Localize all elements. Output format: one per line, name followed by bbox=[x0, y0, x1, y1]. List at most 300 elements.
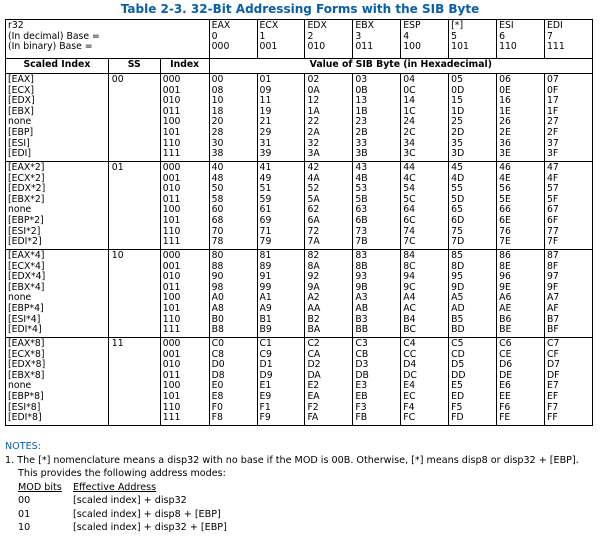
sib-value-cell-item: 24 bbox=[403, 116, 416, 128]
sib-value-cell-item: 75 bbox=[451, 225, 464, 237]
sib-value-cell-item: 02 bbox=[307, 74, 320, 85]
sib-value-cell-item: 21 bbox=[259, 116, 272, 128]
sib-value-cell-item: DE bbox=[499, 369, 513, 381]
index-cell-item: 000 bbox=[162, 250, 181, 261]
index-cell-item: 100 bbox=[162, 116, 181, 128]
sib-value-cell-item: DA bbox=[307, 369, 321, 381]
index-cell-item: 010 bbox=[162, 271, 181, 283]
sib-value-cell-item: 4D bbox=[451, 172, 465, 184]
sib-value-cell-item: 44 bbox=[403, 162, 416, 173]
sib-value-cell bbox=[401, 162, 449, 250]
index-cell-item: 000 bbox=[162, 162, 181, 173]
sib-value-cell-item: 49 bbox=[259, 172, 272, 184]
sib-value-cell bbox=[544, 338, 592, 426]
sib-value-cell-item: F9 bbox=[259, 412, 271, 424]
sib-value-cell-item: BF bbox=[546, 324, 559, 336]
sib-value-cell-item: 32 bbox=[307, 137, 320, 149]
sib-value-cell bbox=[497, 162, 545, 250]
sib-value-cell bbox=[401, 338, 449, 426]
sib-value-cell-item: 69 bbox=[259, 214, 272, 226]
scaled-index-cell bbox=[6, 338, 109, 426]
base-bin: 011 bbox=[355, 41, 374, 53]
sib-value-cell-item: 36 bbox=[499, 137, 511, 149]
base-bin: 000 bbox=[211, 41, 230, 53]
sib-value-cell bbox=[401, 74, 449, 162]
sib-value-cell-item: 5D bbox=[451, 193, 465, 205]
ss-group-row bbox=[6, 250, 593, 338]
sib-value-cell-item: 09 bbox=[259, 84, 272, 96]
scaled-index-cell-item: [EDI*2] bbox=[8, 236, 42, 248]
effective-address: [scaled index] + disp32 + [EBP] bbox=[73, 522, 227, 533]
sib-value-cell-item: A3 bbox=[355, 292, 368, 304]
sib-value-cell-item: 88 bbox=[211, 260, 224, 272]
index-cell bbox=[160, 74, 209, 162]
sib-value-cell-item: AD bbox=[451, 302, 465, 314]
sib-value-cell-item: C1 bbox=[259, 338, 272, 349]
base-reg: ESI bbox=[499, 20, 514, 31]
notes-section bbox=[5, 440, 595, 535]
sib-value-cell-item: 8A bbox=[307, 260, 320, 272]
index-cell-item: 011 bbox=[162, 281, 181, 293]
index-cell-item: 111 bbox=[162, 412, 181, 424]
sib-value-cell-item: D7 bbox=[546, 359, 561, 371]
sib-value-cell-item: E8 bbox=[211, 390, 224, 402]
index-header: Index bbox=[160, 59, 209, 74]
sib-value-cell bbox=[353, 162, 401, 250]
scaled-index-cell-item: [EBX] bbox=[8, 105, 34, 117]
sib-value-cell-item: 9C bbox=[403, 281, 416, 293]
sib-value-cell-item: 3F bbox=[546, 148, 559, 160]
note-1-text: 1. The [*] nomenclature means a disp32 with no base if the MOD is 00B. Otherwise, [*] means disp8 or disp32 + [EBP]. This provides the following address modes: bbox=[5, 454, 579, 479]
sib-value-cell bbox=[305, 74, 353, 162]
sib-value-cell-item: FE bbox=[499, 412, 511, 424]
sib-value-cell-item: B3 bbox=[355, 313, 368, 325]
sib-value-cell-item: 2A bbox=[307, 126, 320, 138]
index-cell-item: 001 bbox=[162, 348, 181, 360]
sib-value-cell bbox=[401, 250, 449, 338]
sib-value-cell-item: A4 bbox=[403, 292, 416, 304]
index-cell-item: 100 bbox=[162, 380, 181, 392]
scaled-index-cell-item: [EBX*4] bbox=[8, 281, 45, 293]
sib-value-cell-item: 60 bbox=[211, 204, 224, 216]
sib-value-cell-item: 6A bbox=[307, 214, 320, 226]
sib-value-cell-item: AF bbox=[546, 302, 559, 314]
column-header-row bbox=[6, 59, 593, 74]
ss-cell: 11 bbox=[108, 338, 160, 426]
sib-value-cell-item: 8D bbox=[451, 260, 465, 272]
scaled-index-cell-item: [EBP*8] bbox=[8, 390, 44, 402]
base-reg: [*] bbox=[451, 20, 464, 31]
index-cell-item: 110 bbox=[162, 313, 181, 325]
sib-value-cell-item: 78 bbox=[211, 236, 224, 248]
sib-value-cell-item: 13 bbox=[355, 95, 368, 107]
index-cell-item: 111 bbox=[162, 236, 181, 248]
ss-group-row bbox=[6, 162, 593, 250]
sib-value-cell-item: 22 bbox=[307, 116, 320, 128]
sib-value-cell-item: 52 bbox=[307, 183, 320, 195]
sib-value-cell-item: 99 bbox=[259, 281, 272, 293]
sib-value-cell-item: EC bbox=[403, 390, 416, 402]
index-cell-item: 001 bbox=[162, 84, 181, 96]
sib-value-cell-item: C5 bbox=[451, 338, 464, 349]
sib-value-cell-item: 8C bbox=[403, 260, 416, 272]
sib-value-cell-item: CA bbox=[307, 348, 321, 360]
sib-value-cell-item: 47 bbox=[546, 162, 559, 173]
sib-value-cell-item: 91 bbox=[259, 271, 272, 283]
sib-value-cell-item: E2 bbox=[307, 380, 320, 392]
sib-value-cell-item: 73 bbox=[355, 225, 368, 237]
sib-value-cell-item: D4 bbox=[403, 359, 417, 371]
index-cell bbox=[160, 250, 209, 338]
scaled-index-cell-item: [ESI] bbox=[8, 137, 30, 149]
sib-value-cell-item: 9F bbox=[546, 281, 559, 293]
sib-value-cell-item: A1 bbox=[259, 292, 272, 304]
sib-value-cell-item: 56 bbox=[499, 183, 511, 195]
base-bin: 101 bbox=[451, 41, 469, 53]
scaled-index-cell-item: none bbox=[8, 292, 32, 304]
sib-value-cell-item: 4F bbox=[546, 172, 559, 184]
index-cell-item: 110 bbox=[162, 137, 181, 149]
sib-value-cell bbox=[209, 250, 257, 338]
sib-value-cell-item: 57 bbox=[546, 183, 559, 195]
sib-value-cell-item: 84 bbox=[403, 250, 416, 261]
sib-value-cell-item: 9E bbox=[499, 281, 511, 293]
scaled-index-cell-item: [ECX] bbox=[8, 84, 34, 96]
ss-cell: 10 bbox=[108, 250, 160, 338]
sib-value-cell-item: CC bbox=[403, 348, 417, 360]
sib-value-cell bbox=[257, 338, 305, 426]
sib-value-cell-item: AA bbox=[307, 302, 321, 314]
sib-value-cell-item: 68 bbox=[211, 214, 224, 226]
effective-address-header: Effective Address bbox=[73, 481, 157, 493]
sib-value-cell-item: 16 bbox=[499, 95, 511, 107]
mod-bits: 10 bbox=[18, 522, 31, 533]
sib-value-cell-item: 11 bbox=[259, 95, 272, 107]
base-dec: 7 bbox=[546, 30, 553, 42]
sib-value-cell-item: 53 bbox=[355, 183, 368, 195]
sib-value-cell-item: B6 bbox=[499, 313, 512, 325]
base-dec: 5 bbox=[451, 30, 458, 42]
sib-value-cell-item: 2B bbox=[355, 126, 368, 138]
sib-value-cell-item: 7E bbox=[499, 236, 511, 248]
sib-value-cell-item: 41 bbox=[259, 162, 272, 173]
scaled-index-cell-item: [EDI*4] bbox=[8, 324, 42, 336]
sib-value-cell-item: 9B bbox=[355, 281, 368, 293]
sib-value-cell-item: EF bbox=[546, 390, 559, 402]
base-reg: EAX bbox=[211, 20, 231, 31]
scaled-index-cell-item: [EAX*4] bbox=[8, 250, 45, 261]
sib-value-cell-item: BE bbox=[499, 324, 512, 336]
index-cell-item: 010 bbox=[162, 359, 181, 371]
index-cell-item: 100 bbox=[162, 204, 181, 216]
sib-value-cell-item: 67 bbox=[546, 204, 559, 216]
sib-value-cell-item: 82 bbox=[307, 250, 320, 261]
sib-value-cell-item: 0F bbox=[546, 84, 559, 96]
sib-value-cell-item: 5A bbox=[307, 193, 320, 205]
index-cell-item: 101 bbox=[162, 390, 181, 402]
sib-value-cell-item: 66 bbox=[499, 204, 511, 216]
sib-value-cell-item: 1B bbox=[355, 105, 368, 117]
sib-value-cell-item: 0A bbox=[307, 84, 320, 96]
base-bin: 100 bbox=[403, 41, 422, 53]
scaled-index-cell-item: [EDX] bbox=[8, 95, 35, 107]
sib-value-cell bbox=[497, 338, 545, 426]
scaled-index-cell bbox=[6, 162, 109, 250]
sib-value-cell bbox=[497, 74, 545, 162]
sib-value-cell-item: D0 bbox=[211, 359, 225, 371]
sib-value-cell-item: 42 bbox=[307, 162, 320, 173]
index-cell-item: 001 bbox=[162, 172, 181, 184]
sib-value-cell-item: 35 bbox=[451, 137, 464, 149]
sib-value-cell-item: E9 bbox=[259, 390, 272, 402]
base-dec: 2 bbox=[307, 30, 314, 42]
sib-value-cell-item: B9 bbox=[259, 324, 272, 336]
r32-label: r32 bbox=[8, 20, 24, 31]
sib-value-cell-item: AC bbox=[403, 302, 416, 314]
sib-value-cell-item: B2 bbox=[307, 313, 320, 325]
sib-value-cell-item: 30 bbox=[211, 137, 224, 149]
index-cell-item: 010 bbox=[162, 183, 181, 195]
sib-value-cell bbox=[257, 74, 305, 162]
scaled-index-cell-item: [ECX*4] bbox=[8, 260, 45, 272]
sib-value-cell-item: 63 bbox=[355, 204, 368, 216]
notes-heading: NOTES: bbox=[5, 441, 41, 452]
sib-value-cell-item: 89 bbox=[259, 260, 272, 272]
sib-value-cell-item: A5 bbox=[451, 292, 464, 304]
base-reg: ECX bbox=[259, 20, 279, 31]
sib-value-cell-item: 23 bbox=[355, 116, 368, 128]
scaled-index-cell-item: [EBP*2] bbox=[8, 214, 44, 226]
sib-value-cell-item: E6 bbox=[499, 380, 511, 392]
sib-value-cell-item: 45 bbox=[451, 162, 464, 173]
sib-value-cell bbox=[497, 250, 545, 338]
sib-value-cell-item: A6 bbox=[499, 292, 512, 304]
sib-value-cell-item: 26 bbox=[499, 116, 511, 128]
sib-value-cell-item: 0E bbox=[499, 84, 511, 96]
scaled-index-cell-item: [EAX] bbox=[8, 74, 34, 85]
sib-value-cell-item: AB bbox=[355, 302, 369, 314]
sib-value-cell-item: F7 bbox=[546, 401, 559, 413]
sib-value-cell-item: EE bbox=[499, 390, 511, 402]
scaled-index-cell-item: none bbox=[8, 116, 32, 128]
sib-value-cell-item: 1F bbox=[546, 105, 559, 117]
index-cell-item: 110 bbox=[162, 401, 181, 413]
sib-value-cell-item: 7A bbox=[307, 236, 320, 248]
sib-value-cell-item: CF bbox=[546, 348, 559, 360]
sib-value-cell-item: B1 bbox=[259, 313, 272, 325]
base-column-4 bbox=[401, 20, 449, 59]
sib-value-cell-item: E4 bbox=[403, 380, 416, 392]
scaled-index-cell bbox=[6, 250, 109, 338]
sib-value-cell-item: BA bbox=[307, 324, 321, 336]
sib-value-cell-item: E3 bbox=[355, 380, 368, 392]
index-cell-item: 011 bbox=[162, 369, 181, 381]
sib-value-cell-item: 20 bbox=[211, 116, 224, 128]
index-cell-item: 000 bbox=[162, 74, 181, 85]
sib-value-cell-item: 4C bbox=[403, 172, 416, 184]
scaled-index-header: Scaled Index bbox=[6, 59, 109, 74]
sib-value-cell bbox=[209, 74, 257, 162]
sib-value-cell bbox=[353, 74, 401, 162]
index-cell-item: 001 bbox=[162, 260, 181, 272]
sib-value-cell-item: F6 bbox=[499, 401, 511, 413]
sib-value-cell-item: 3C bbox=[403, 148, 416, 160]
base-reg: EDI bbox=[546, 20, 563, 31]
sib-value-cell-item: 06 bbox=[499, 74, 511, 85]
sib-value-cell bbox=[449, 250, 497, 338]
sib-value-cell bbox=[305, 250, 353, 338]
sib-value-cell-item: 01 bbox=[259, 74, 272, 85]
sib-value-cell-item: DB bbox=[355, 369, 369, 381]
sib-value-cell-item: FB bbox=[355, 412, 368, 424]
sib-value-cell-item: 55 bbox=[451, 183, 464, 195]
sib-value-cell-item: 14 bbox=[403, 95, 416, 107]
base-reg: ESP bbox=[403, 20, 421, 31]
sib-value-cell-item: FD bbox=[451, 412, 464, 424]
sib-value-cell-item: D6 bbox=[499, 359, 513, 371]
scaled-index-cell-item: [EDI] bbox=[8, 148, 32, 160]
base-dec: 1 bbox=[259, 30, 266, 42]
sib-value-cell-item: 9A bbox=[307, 281, 320, 293]
sib-value-cell-item: B7 bbox=[546, 313, 560, 325]
sib-value-cell-item: 65 bbox=[451, 204, 464, 216]
base-column-2 bbox=[305, 20, 353, 59]
sib-value-cell-item: 5B bbox=[355, 193, 368, 205]
sib-value-cell-item: BB bbox=[355, 324, 369, 336]
sib-value-cell-item: E5 bbox=[451, 380, 463, 392]
sib-value-cell-item: 8B bbox=[355, 260, 368, 272]
sib-table bbox=[5, 19, 593, 426]
sib-value-cell-item: A2 bbox=[307, 292, 320, 304]
scaled-index-cell-item: [EDX*2] bbox=[8, 183, 46, 195]
sib-value-cell-item: 7F bbox=[546, 236, 559, 248]
sib-value-cell-item: 74 bbox=[403, 225, 416, 237]
sib-value-cell-item: 5E bbox=[499, 193, 511, 205]
base-column-6 bbox=[497, 20, 545, 59]
sib-value-cell bbox=[544, 250, 592, 338]
sib-value-cell-item: D9 bbox=[259, 369, 273, 381]
index-cell-item: 111 bbox=[162, 324, 181, 336]
scaled-index-cell-item: [EBX*2] bbox=[8, 193, 45, 205]
ss-header: SS bbox=[108, 59, 160, 74]
index-cell-item: 101 bbox=[162, 126, 181, 138]
sib-value-cell-item: 64 bbox=[403, 204, 416, 216]
sib-value-cell-item: F3 bbox=[355, 401, 367, 413]
sib-value-cell-item: C3 bbox=[355, 338, 368, 349]
sib-value-cell-item: 1E bbox=[499, 105, 511, 117]
sib-value-cell-item: 79 bbox=[259, 236, 272, 248]
scaled-index-cell-item: [ECX*8] bbox=[8, 348, 45, 360]
sib-value-cell-item: 08 bbox=[211, 84, 224, 96]
base-column-7 bbox=[544, 20, 592, 59]
sib-value-cell-item: 61 bbox=[259, 204, 272, 216]
sib-value-cell-item: 81 bbox=[259, 250, 272, 261]
sib-value-cell-item: FA bbox=[307, 412, 319, 424]
sib-value-cell-item: 27 bbox=[546, 116, 559, 128]
sib-value-cell-item: C8 bbox=[211, 348, 225, 360]
value-header: Value of SIB Byte (in Hexadecimal) bbox=[209, 59, 592, 74]
sib-value-cell-item: 97 bbox=[546, 271, 559, 283]
scaled-index-cell-item: [EBP*4] bbox=[8, 302, 44, 314]
sib-value-cell-item: EB bbox=[355, 390, 368, 402]
base-bin: 001 bbox=[259, 41, 278, 53]
sib-value-cell bbox=[257, 162, 305, 250]
sib-value-cell-item: A9 bbox=[259, 302, 272, 314]
sib-value-cell-item: 3D bbox=[451, 148, 465, 160]
base-column-3 bbox=[353, 20, 401, 59]
index-cell-item: 010 bbox=[162, 95, 181, 107]
sib-value-cell-item: F4 bbox=[403, 401, 415, 413]
sib-value-cell-item: E1 bbox=[259, 380, 272, 392]
sib-value-cell-item: C6 bbox=[499, 338, 512, 349]
scaled-index-cell-item: [EAX*8] bbox=[8, 338, 45, 349]
table-title: Table 2-3. 32-Bit Addressing Forms with the SIB Byte bbox=[120, 2, 480, 16]
index-cell-item: 111 bbox=[162, 148, 181, 160]
sib-value-cell-item: C9 bbox=[259, 348, 272, 360]
sib-value-cell-item: 98 bbox=[211, 281, 224, 293]
sib-value-cell-item: 25 bbox=[451, 116, 464, 128]
ss-cell: 00 bbox=[108, 74, 160, 162]
sib-value-cell-item: 86 bbox=[499, 250, 511, 261]
scaled-index-cell-item: none bbox=[8, 380, 32, 392]
index-cell-item: 011 bbox=[162, 193, 181, 205]
sib-value-cell-item: 18 bbox=[211, 105, 224, 117]
sib-value-cell-item: 17 bbox=[546, 95, 559, 107]
scaled-index-cell-item: [ECX*2] bbox=[8, 172, 45, 184]
ss-group-row bbox=[6, 338, 593, 426]
base-dec: 3 bbox=[355, 30, 362, 42]
sib-value-cell bbox=[305, 338, 353, 426]
sib-value-cell-item: 12 bbox=[307, 95, 320, 107]
sib-value-cell-item: 1C bbox=[403, 105, 416, 117]
sib-value-cell-item: D1 bbox=[259, 359, 273, 371]
sib-value-cell-item: 54 bbox=[403, 183, 416, 195]
sib-value-cell-item: 90 bbox=[211, 271, 224, 283]
binary-base-label: (In binary) Base = bbox=[8, 41, 93, 53]
index-cell bbox=[160, 338, 209, 426]
sib-value-cell-item: 39 bbox=[259, 148, 272, 160]
sib-value-cell-item: 95 bbox=[451, 271, 464, 283]
sib-value-cell-item: C2 bbox=[307, 338, 320, 349]
sib-value-cell-item: 4E bbox=[499, 172, 511, 184]
sib-value-cell-item: 7C bbox=[403, 236, 416, 248]
sib-value-cell-item: E7 bbox=[546, 380, 559, 392]
sib-value-cell-item: 94 bbox=[403, 271, 416, 283]
sib-value-cell-item: DC bbox=[403, 369, 417, 381]
sib-value-cell-item: 07 bbox=[546, 74, 559, 85]
sib-value-cell-item: E0 bbox=[211, 380, 224, 392]
sib-value-cell-item: 5F bbox=[546, 193, 559, 205]
sib-value-cell-item: 7B bbox=[355, 236, 368, 248]
sib-value-cell bbox=[353, 250, 401, 338]
ss-cell: 01 bbox=[108, 162, 160, 250]
sib-value-cell-item: 4B bbox=[355, 172, 368, 184]
sib-value-cell-item: 1A bbox=[307, 105, 320, 117]
scaled-index-cell-item: [EBX*8] bbox=[8, 369, 45, 381]
index-cell-item: 101 bbox=[162, 214, 181, 226]
scaled-index-cell-item: [EBP] bbox=[8, 126, 34, 138]
base-header-row bbox=[6, 20, 593, 59]
sib-value-cell-item: F5 bbox=[451, 401, 463, 413]
sib-value-cell-item: 9D bbox=[451, 281, 465, 293]
sib-value-cell-item: 4A bbox=[307, 172, 320, 184]
sib-value-cell-item: 62 bbox=[307, 204, 320, 216]
scaled-index-cell-item: [EDI*8] bbox=[8, 412, 42, 424]
mod-table bbox=[18, 481, 595, 535]
sib-value-cell-item: 05 bbox=[451, 74, 464, 85]
sib-value-cell-item: 33 bbox=[355, 137, 368, 149]
sib-value-cell-item: D3 bbox=[355, 359, 369, 371]
